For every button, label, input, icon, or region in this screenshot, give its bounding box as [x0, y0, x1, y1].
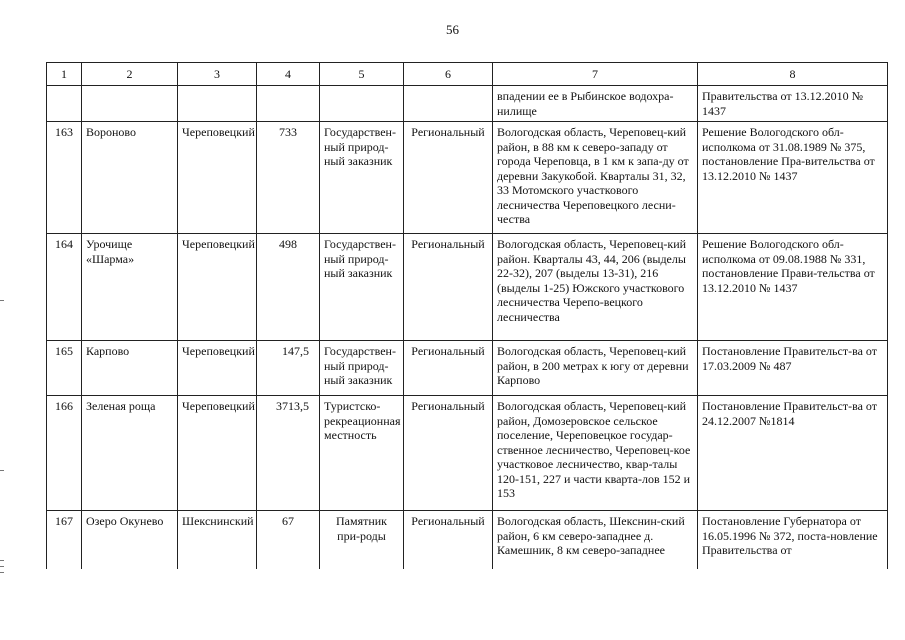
row-location: Вологодская область, Череповец-кий район, в 88 км к северо-западу от города Череповца, в 1 км к запа-ду от деревни Закукобой. Кварталы 31, 32, 33 Мотомского участкового лесничества Череповецкого лесни-чества [493, 122, 698, 234]
col-header-3: 3 [178, 63, 257, 86]
row-area: 498 [257, 234, 320, 341]
row-name: Зеленая роща [82, 396, 178, 511]
row-district: Шекснинский [178, 511, 257, 569]
row-district: Череповецкий [178, 396, 257, 511]
table-row [47, 396, 888, 511]
row-area: 733 [257, 122, 320, 234]
scan-edge-mark [0, 470, 4, 471]
row-document: Постановление Правительст-ва от 17.03.2009 № 487 [698, 341, 888, 396]
row-document: Постановление Губернатора от 16.05.1996 № 372, поста-новление Правительства от [698, 511, 888, 569]
col-header-4: 4 [257, 63, 320, 86]
row-num: 167 [47, 511, 82, 569]
row-num: 165 [47, 341, 82, 396]
row-name: Урочище «Шарма» [82, 234, 178, 341]
scan-edge-mark [0, 300, 4, 301]
page-number: 56 [446, 22, 459, 37]
col-header-7: 7 [493, 63, 698, 86]
scan-edge-mark [0, 566, 4, 567]
row-significance: Региональный [404, 511, 493, 569]
col-header-2: 2 [82, 63, 178, 86]
col-header-5: 5 [320, 63, 404, 86]
cont-location: впадении ее в Рыбинское водохра-нилище [493, 86, 698, 122]
row-name: Карпово [82, 341, 178, 396]
table-row [47, 511, 888, 569]
protected-areas-table [46, 62, 888, 569]
row-document: Постановление Правительст-ва от 24.12.2007 №1814 [698, 396, 888, 511]
continuation-row [47, 86, 888, 122]
row-significance: Региональный [404, 122, 493, 234]
row-area: 67 [257, 511, 320, 569]
row-location: Вологодская область, Череповец-кий район. Кварталы 43, 44, 206 (выделы 22-32), 207 (выделы 13-31), 216 (выделы 1-25) Южского участкового лесничества Черепо-вецкого лесничества [493, 234, 698, 341]
row-document: Решение Вологодского обл-исполкома от 31.08.1989 № 375, постановление Пра-вительства от 13.12.2010 № 1437 [698, 122, 888, 234]
row-significance: Региональный [404, 234, 493, 341]
row-category: Государствен-ный природ-ный заказник [320, 122, 404, 234]
table-row [47, 234, 888, 341]
row-location: Вологодская область, Шекснин-ский район, 6 км северо-западнее д. Камешник, 8 км северо-западнее [493, 511, 698, 569]
row-area: 3713,5 [257, 396, 320, 511]
row-category: Памятник при-роды [320, 511, 404, 569]
header-row [47, 63, 888, 86]
row-category: Туристско-рекреационная местность [320, 396, 404, 511]
row-location: Вологодская область, Череповец-кий район, в 200 метрах к югу от деревни Карпово [493, 341, 698, 396]
scan-edge-mark [0, 572, 4, 573]
row-location: Вологодская область, Череповец-кий район, Домозеровское сельское поселение, Череповецкое государ-ственное лесничество, Череповец-кое участковое лесничество, квар-талы 120-151, 227 и части кварта-лов 152 и 153 [493, 396, 698, 511]
row-significance: Региональный [404, 341, 493, 396]
scan-edge-mark [0, 560, 4, 561]
table-row [47, 122, 888, 234]
row-num: 163 [47, 122, 82, 234]
table-row [47, 341, 888, 396]
col-header-8: 8 [698, 63, 888, 86]
col-header-6: 6 [404, 63, 493, 86]
row-district: Череповецкий [178, 341, 257, 396]
row-area: 147,5 [257, 341, 320, 396]
row-name: Вороново [82, 122, 178, 234]
row-district: Череповецкий [178, 122, 257, 234]
row-district: Череповецкий [178, 234, 257, 341]
row-name: Озеро Окунево [82, 511, 178, 569]
row-significance: Региональный [404, 396, 493, 511]
cont-document: Правительства от 13.12.2010 № 1437 [698, 86, 888, 122]
row-document: Решение Вологодского обл-исполкома от 09.08.1988 № 331, постановление Прави-тельства от 13.12.2010 № 1437 [698, 234, 888, 341]
row-category: Государствен-ный природ-ный заказник [320, 341, 404, 396]
row-num: 166 [47, 396, 82, 511]
row-num: 164 [47, 234, 82, 341]
row-category: Государствен-ный природ-ный заказник [320, 234, 404, 341]
col-header-1: 1 [47, 63, 82, 86]
